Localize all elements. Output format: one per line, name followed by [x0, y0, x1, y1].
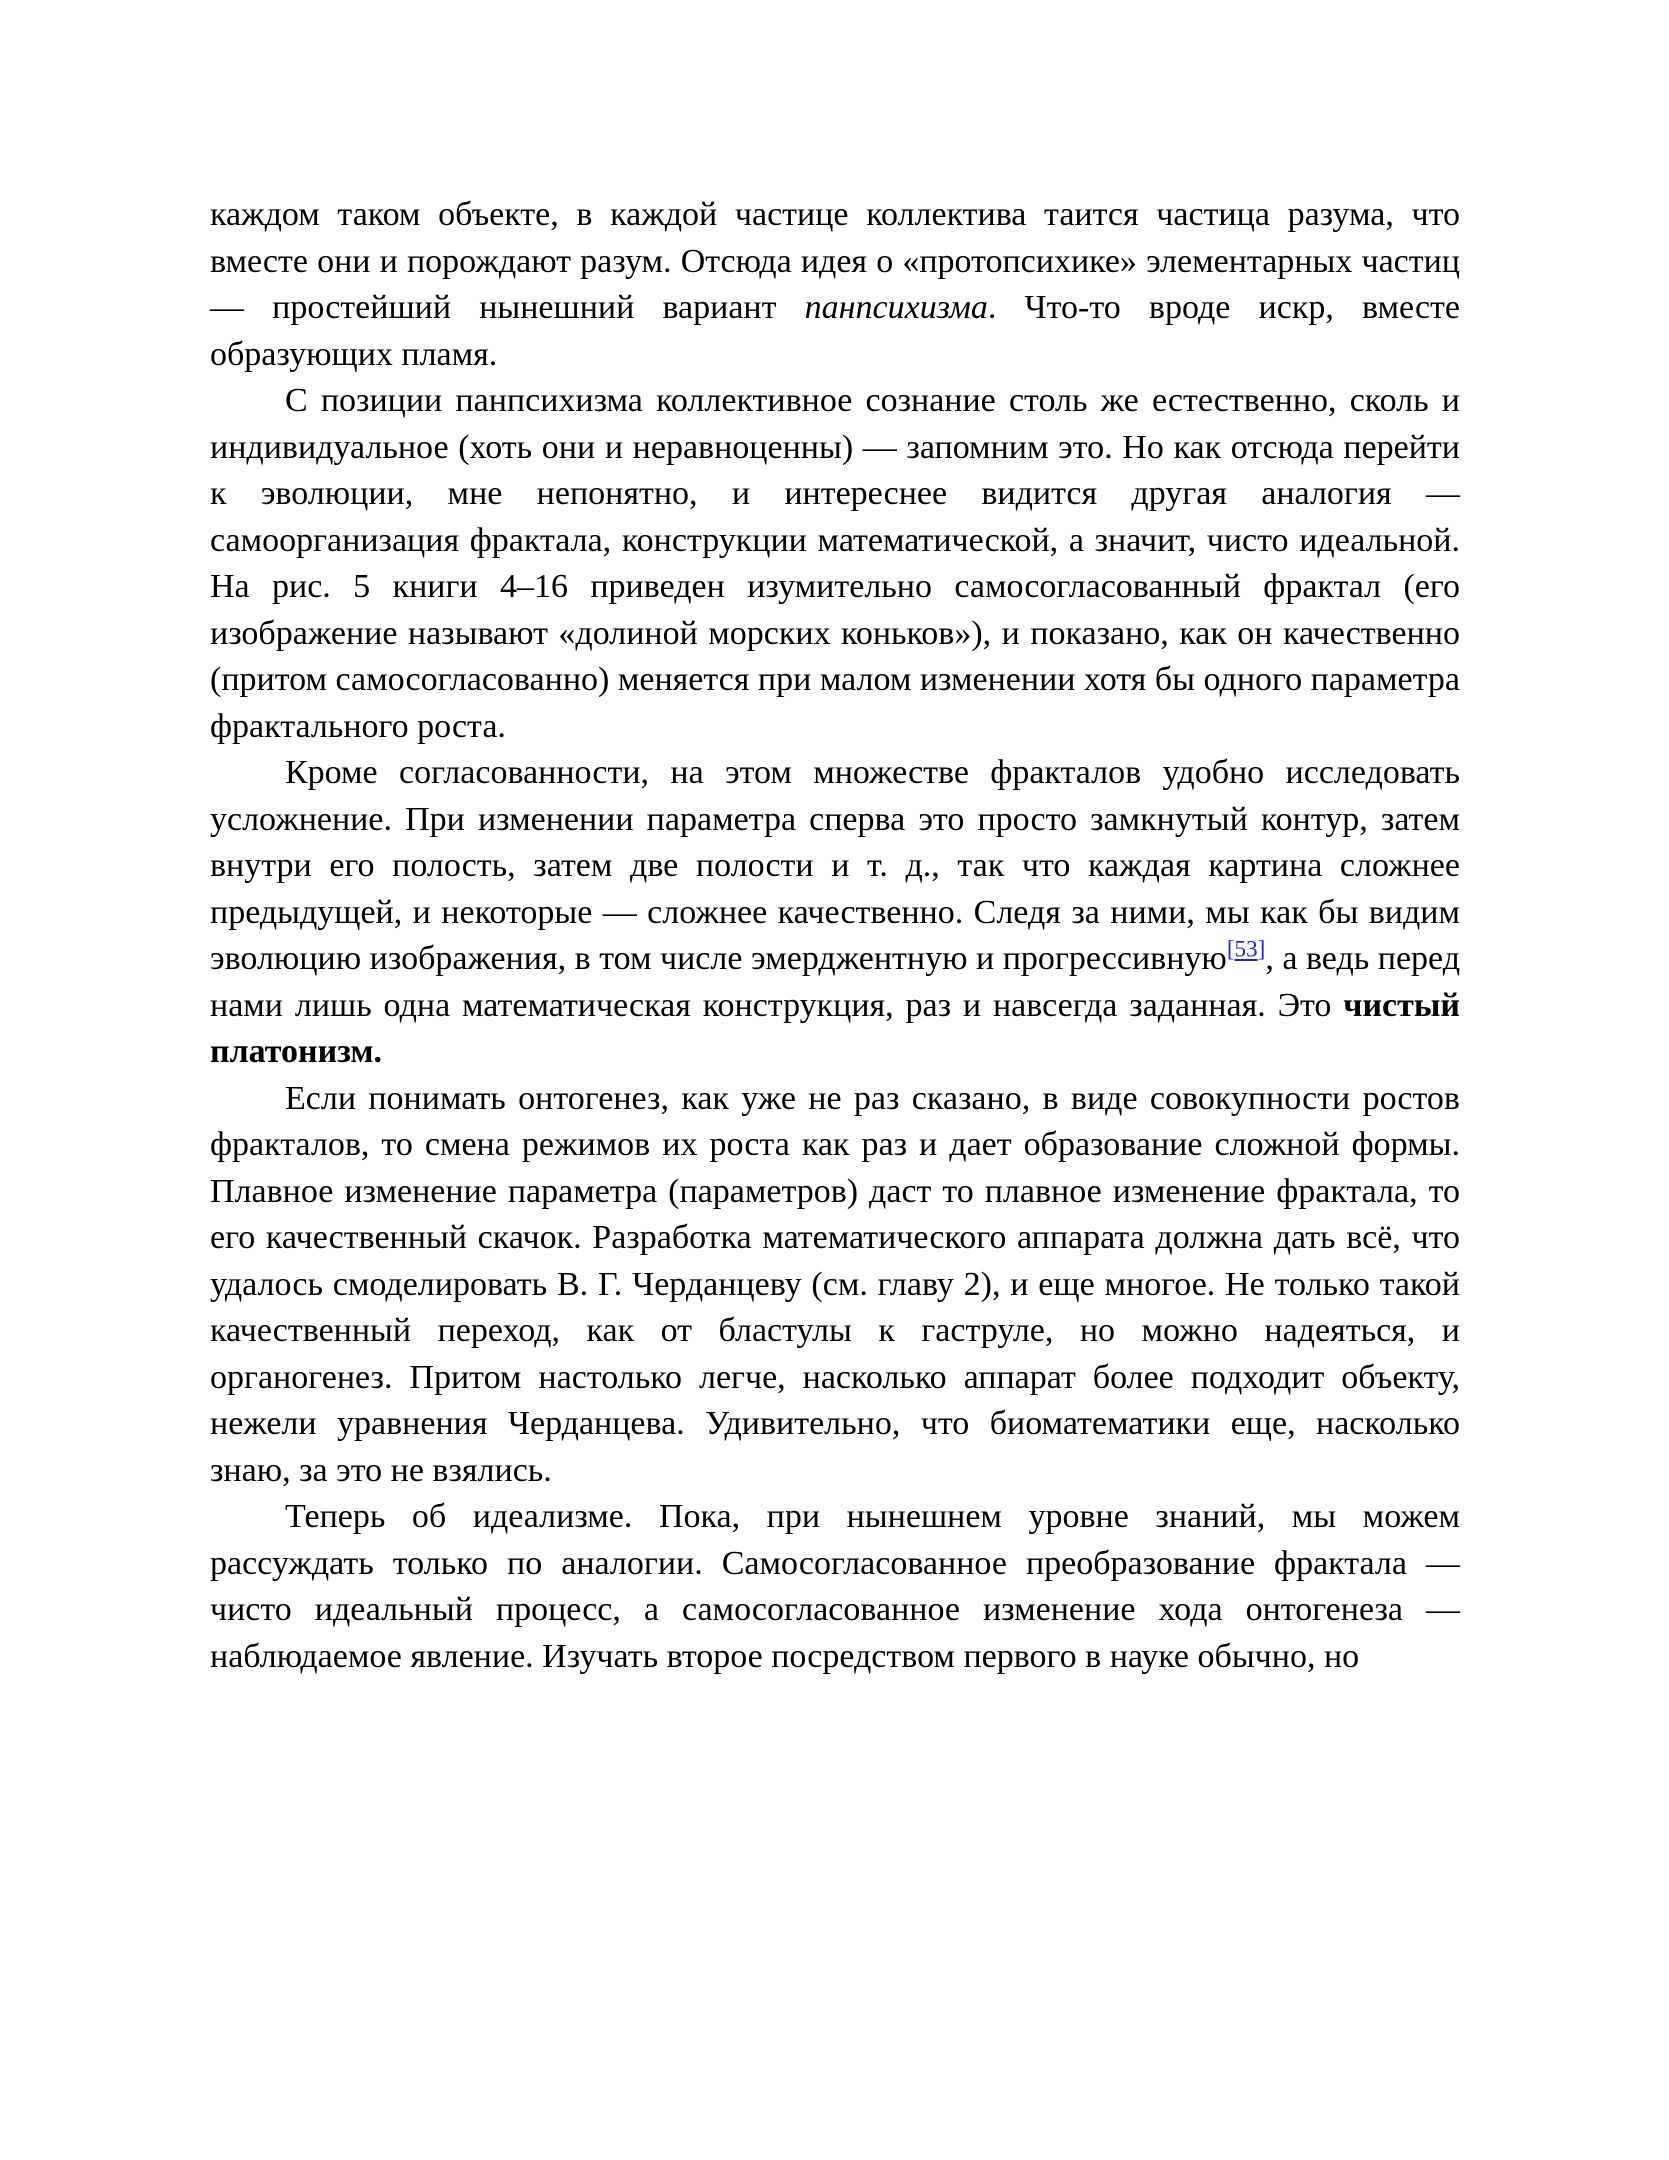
paragraph-4 [210, 1076, 1460, 1495]
text-run: каждом таком объекте, в каждой частице коллектива таится частица разума, что вместе они и порождают разум. Отсюда идея о «протопсихике» элементарных частиц — простейший нынешний вариант [210, 196, 1460, 326]
text-run: , а ведь перед нами лишь одна математическая конструкция, раз и навсегда заданная. Это [210, 940, 1460, 1024]
footnote-number: 53 [1234, 936, 1258, 963]
text-run: . Что-то вроде искр, вместе образующих пламя. [210, 289, 1460, 373]
text-run: Кроме согласованности, на этом множестве фракталов удобно исследовать усложнение. При изменении параметра сперва это просто замкнутый контур, затем внутри его полость, затем две полости и т. д., так что каждая картина сложнее предыдущей, и некоторые — сложнее качественно. Следя за ними, мы как бы видим эволюцию изображения, в том числе эмерджентную и прогрессивную [210, 754, 1460, 977]
paragraph-1 [210, 192, 1460, 378]
paragraph-2 [210, 378, 1460, 750]
text-column [210, 192, 1460, 1680]
footnote-bracket-close: ] [1257, 936, 1266, 963]
footnote-ref [1227, 937, 1266, 963]
paragraph-5 [210, 1494, 1460, 1680]
footnote-bracket-open: [ [1226, 936, 1235, 963]
text-run: С позиции панпсихизма коллективное сознание столь же естественно, сколь и индивидуальное (хоть они и неравноценны) — запомним это. Но как отсюда перейти к эволюции, мне непонятно, и интереснее видится другая аналогия — самоорганизация фрактала, конструкции математической, а значит, чисто идеальной. На рис. 5 книги 4–16 приведен изумительно самосогласованный фрактал (его изображение называют «долиной морских коньков»), и показано, как он качественно (притом самосогласованно) меняется при малом изменении хотя бы одного параметра фрактального роста. [210, 382, 1460, 745]
footnote-link-53[interactable] [1227, 937, 1266, 963]
text-run-italic: панпсихизма [804, 289, 988, 326]
paragraph-3 [210, 750, 1460, 1076]
text-run-bold: чистый платонизм. [210, 986, 1460, 1070]
text-run: Теперь об идеализме. Пока, при нынешнем уровне знаний, мы можем рассуждать только по аналогии. Самосогласованное преобразование фрактала — чисто идеальный процесс, а самосогласованное изменение хода онтогенеза — наблюдаемое явление. Изучать второе посредством первого в науке обычно, но [210, 1498, 1460, 1675]
text-run: Если понимать онтогенез, как уже не раз сказано, в виде совокупности ростов фракталов, то смена режимов их роста как раз и дает образование сложной формы. Плавное изменение параметра (параметров) даст то плавное изменение фрактала, то его качественный скачок. Разработка математического аппарата должна дать всё, что удалось смоделировать В. Г. Черданцеву (см. главу 2), и еще многое. Не только такой качественный переход, как от бластулы к гаструле, но можно надеяться, и органогенез. Притом настолько легче, насколько аппарат более подходит объекту, нежели уравнения Черданцева. Удивительно, что биоматематики еще, насколько знаю, за это не взялись. [210, 1079, 1460, 1489]
